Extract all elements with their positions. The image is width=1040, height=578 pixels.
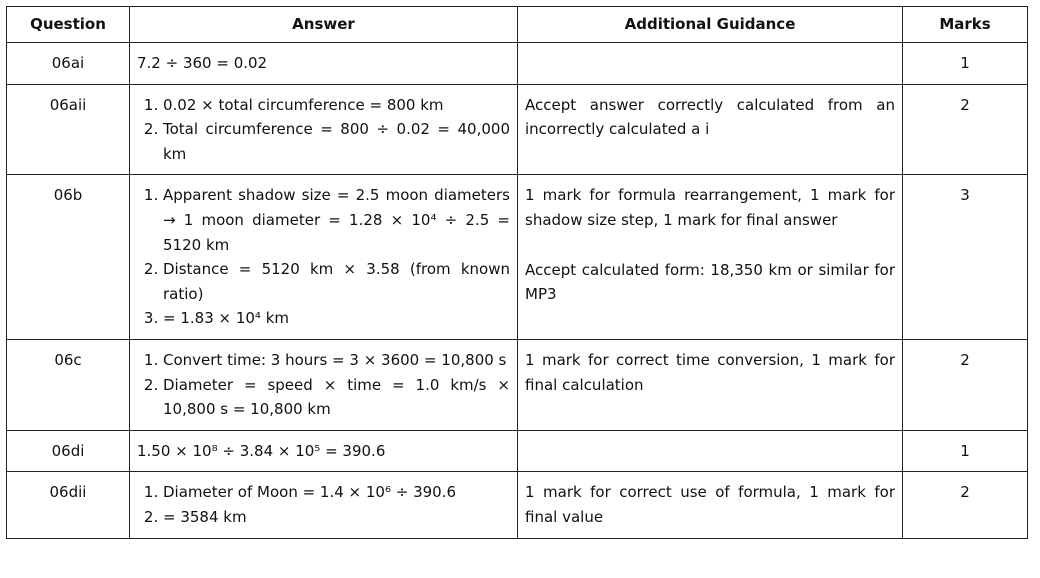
header-answer: Answer	[130, 7, 518, 43]
question-cell: 06c	[7, 339, 130, 430]
guidance-text: Accept calculated form: 18,350 km or similar for MP3	[525, 260, 895, 304]
table-row	[7, 43, 1028, 85]
answer-step: 2. Total circumference = 800 ÷ 0.02 = 40,000 km	[163, 117, 510, 166]
question-cell: 06di	[7, 430, 130, 472]
guidance-cell	[518, 472, 903, 538]
guidance-cell	[518, 339, 903, 430]
answer-cell	[130, 43, 518, 85]
table-row	[7, 472, 1028, 538]
header-question: Question	[7, 7, 130, 43]
answer-cell	[130, 84, 518, 175]
answer-step: 1. Convert time: 3 hours = 3 × 3600 = 10,800 s	[163, 348, 510, 373]
guidance-cell	[518, 43, 903, 85]
answer-steps	[137, 93, 510, 167]
marks-cell: 1	[903, 43, 1028, 85]
answer-cell	[130, 430, 518, 472]
question-cell: 06aii	[7, 84, 130, 175]
answer-text: 1.50 × 10⁸ ÷ 3.84 × 10⁵ = 390.6	[137, 441, 386, 460]
marks-cell: 2	[903, 84, 1028, 175]
table-row	[7, 339, 1028, 430]
table-row	[7, 430, 1028, 472]
answer-step: 1. Diameter of Moon = 1.4 × 10⁶ ÷ 390.6	[163, 480, 510, 505]
guidance-text: 1 mark for correct use of formula, 1 mark for final value	[525, 483, 895, 526]
answer-step: 2. Distance = 5120 km × 3.58 (from known ratio)	[163, 257, 510, 306]
answer-cell	[130, 175, 518, 340]
table-row	[7, 175, 1028, 340]
header-marks: Marks	[903, 7, 1028, 43]
mark-scheme-table	[6, 6, 1028, 539]
guidance-cell	[518, 84, 903, 175]
question-cell: 06b	[7, 175, 130, 340]
marks-cell: 2	[903, 472, 1028, 538]
marks-cell: 1	[903, 430, 1028, 472]
guidance-text: Accept answer correctly calculated from an incorrectly calculated a i	[525, 95, 895, 139]
question-cell: 06dii	[7, 472, 130, 538]
answer-step: 2. Diameter = speed × time = 1.0 km/s × 10,800 s = 10,800 km	[163, 373, 510, 422]
answer-text: 7.2 ÷ 360 = 0.02	[137, 54, 268, 72]
marks-cell: 2	[903, 339, 1028, 430]
answer-step: 1. Apparent shadow size = 2.5 moon diameters → 1 moon diameter = 1.28 × 10⁴ ÷ 2.5 = 5120 km	[163, 183, 510, 257]
question-cell: 06ai	[7, 43, 130, 85]
answer-cell	[130, 472, 518, 538]
header-row	[7, 7, 1028, 43]
answer-step: 1. 0.02 × total circumference = 800 km	[163, 93, 510, 118]
answer-cell	[130, 339, 518, 430]
answer-steps	[137, 480, 510, 529]
guidance-cell	[518, 175, 903, 340]
answer-steps	[137, 183, 510, 331]
answer-steps	[137, 348, 510, 422]
guidance-text: 1 mark for formula rearrangement, 1 mark for shadow size step, 1 mark for final answer	[525, 186, 895, 229]
marks-cell: 3	[903, 175, 1028, 340]
guidance-text: 1 mark for correct time conversion, 1 mark for final calculation	[525, 350, 895, 394]
answer-step: 2. = 3584 km	[163, 505, 510, 530]
guidance-cell	[518, 430, 903, 472]
answer-step: 3. = 1.83 × 10⁴ km	[163, 306, 510, 331]
header-guidance: Additional Guidance	[518, 7, 903, 43]
table-row	[7, 84, 1028, 175]
